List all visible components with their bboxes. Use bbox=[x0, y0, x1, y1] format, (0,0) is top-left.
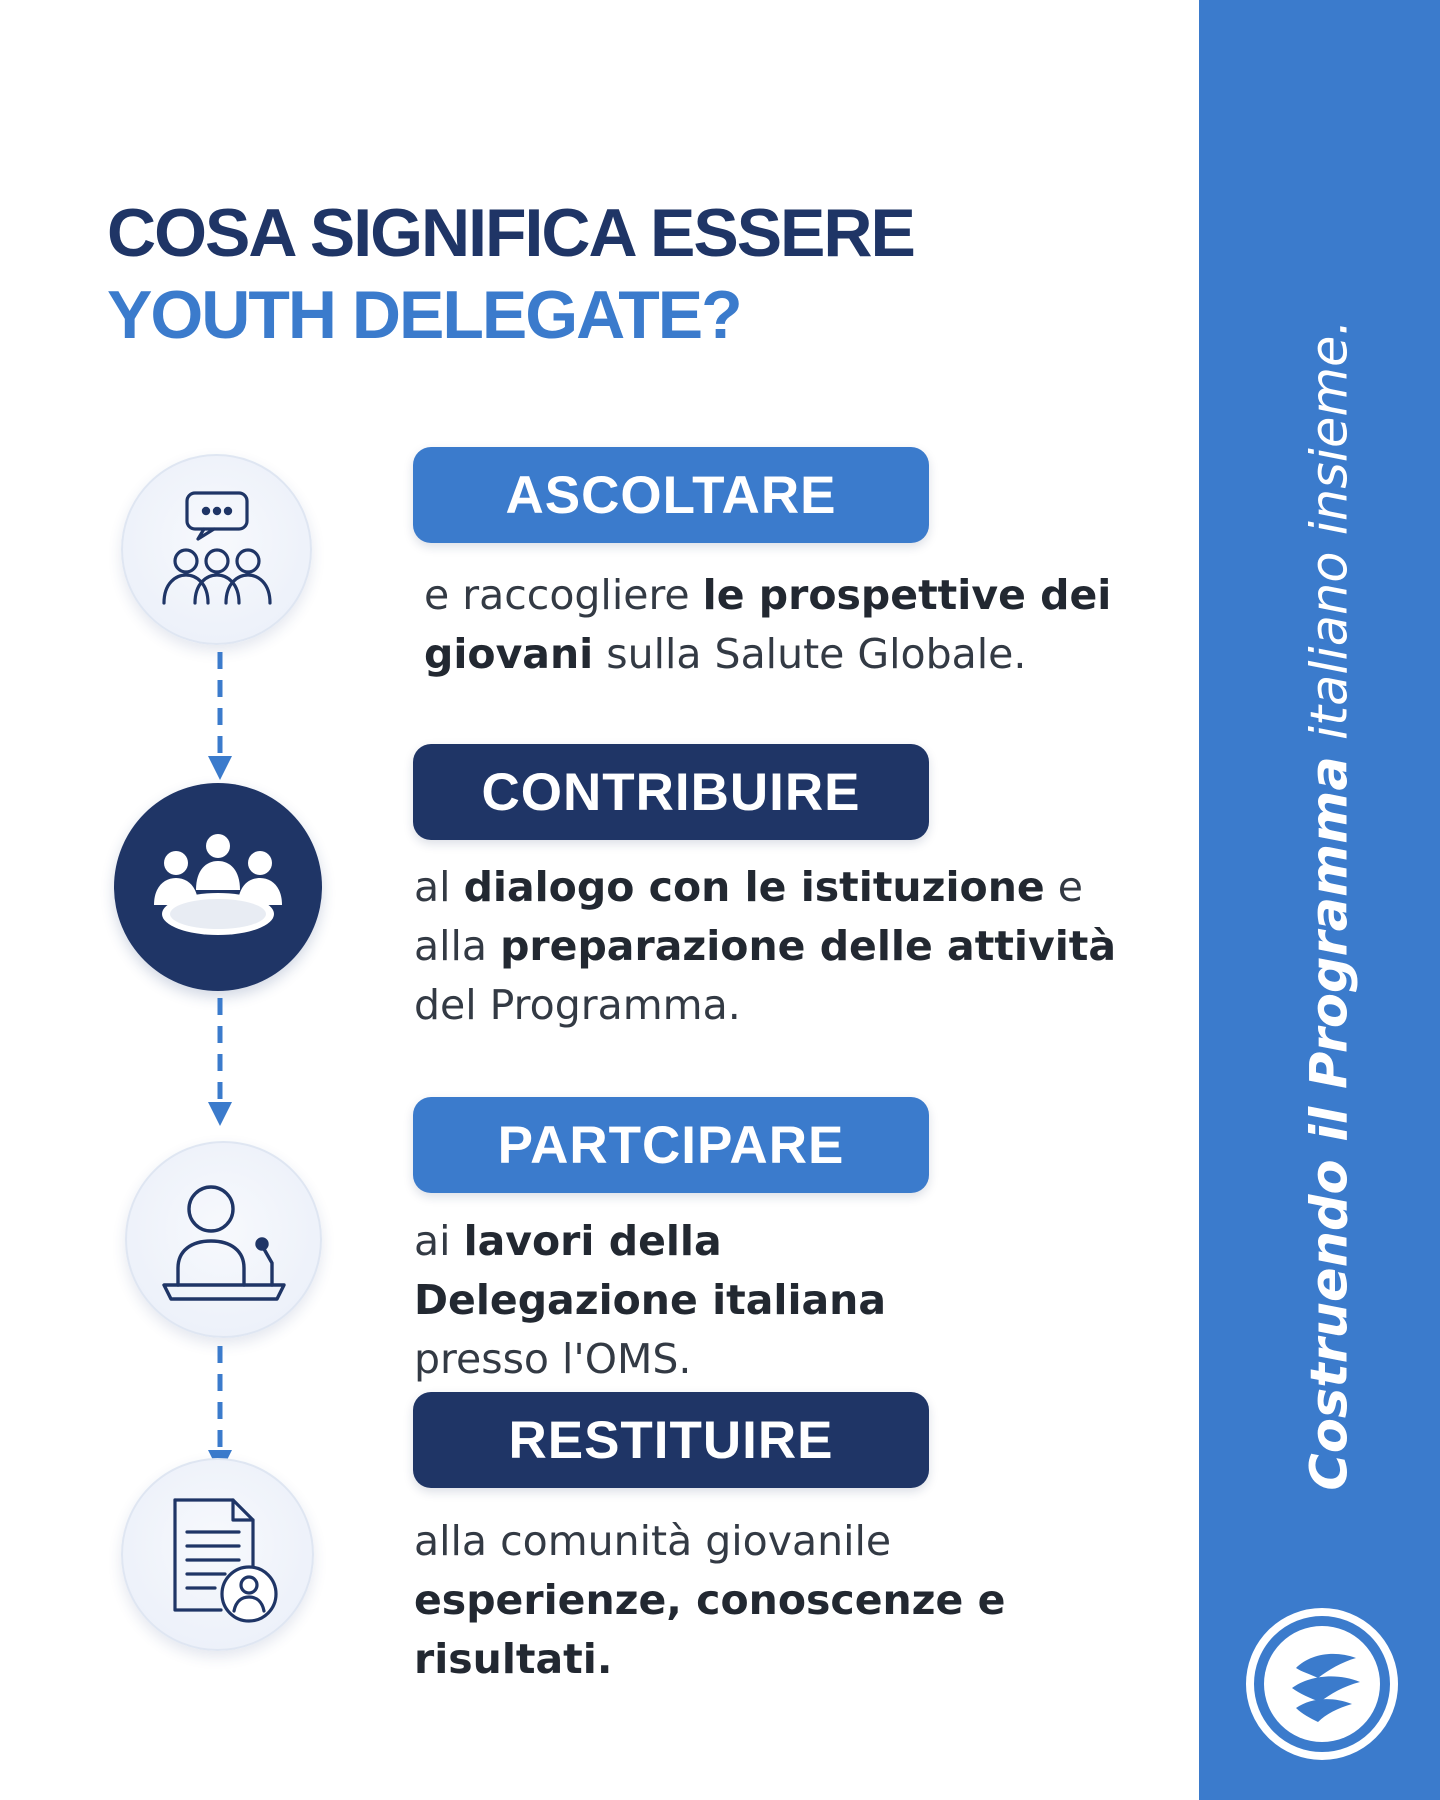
birds-logo-icon bbox=[1244, 1606, 1400, 1762]
title-line-1: COSA SIGNIFICA ESSERE bbox=[107, 195, 914, 271]
step-3-label: PARTCIPARE bbox=[413, 1097, 929, 1193]
step-2-icon-circle bbox=[114, 783, 322, 991]
meeting-table-icon bbox=[133, 802, 303, 972]
step-3-description: ai lavori della Delegazione italiana presso l'OMS. bbox=[414, 1217, 887, 1383]
connector-arrow-3 bbox=[205, 1344, 235, 1476]
title-line-2: YOUTH DELEGATE? bbox=[107, 277, 741, 353]
step-2-description: al dialogo con le istituzione e alla preparazione delle attività del Programma. bbox=[414, 863, 1117, 1029]
document-user-icon bbox=[143, 1480, 293, 1630]
speaker-podium-icon bbox=[149, 1165, 299, 1315]
step-4-description: alla comunità giovanile esperienze, conoscenze e risultati. bbox=[414, 1517, 1006, 1683]
page-title bbox=[107, 192, 914, 356]
step-3-icon-circle bbox=[125, 1141, 322, 1338]
group-speech-bubble-icon bbox=[142, 475, 292, 625]
sidebar-tagline: Costruendo il Programma italiano insieme. bbox=[1300, 319, 1360, 1491]
step-1-label: ASCOLTARE bbox=[413, 447, 929, 543]
connector-arrow-2 bbox=[205, 996, 235, 1128]
step-2-label: CONTRIBUIRE bbox=[413, 744, 929, 840]
step-4-label: RESTITUIRE bbox=[413, 1392, 929, 1488]
connector-arrow-1 bbox=[205, 650, 235, 782]
step-1-icon-circle bbox=[121, 454, 312, 645]
step-1-description: e raccogliere le prospettive dei giovani sulla Salute Globale. bbox=[424, 571, 1112, 678]
step-4-icon-circle bbox=[121, 1458, 314, 1651]
